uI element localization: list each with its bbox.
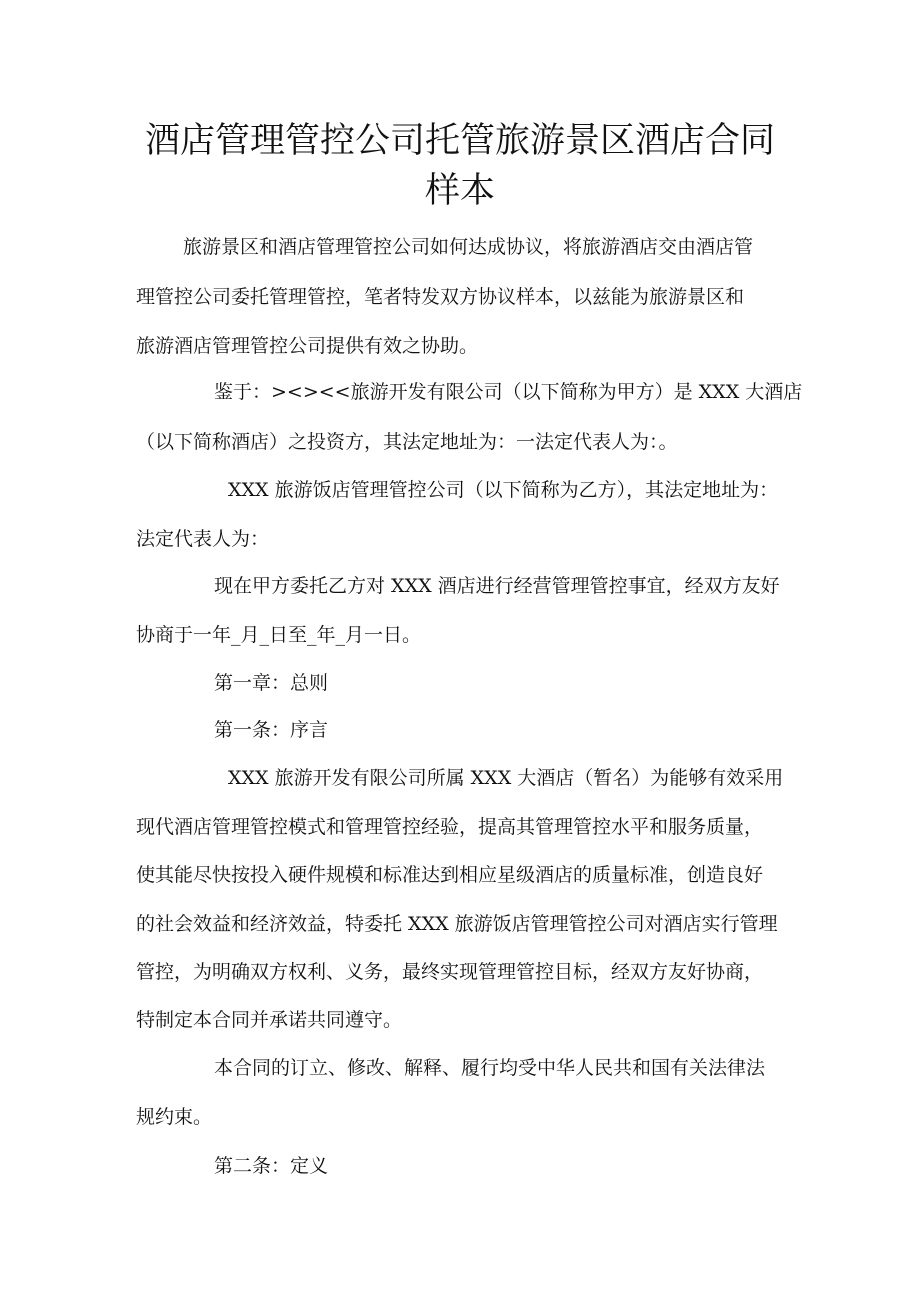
entrust-line-1: 现在甲方委托乙方对 XXX 酒店进行经营管理管控事宜，经双方友好 (214, 575, 780, 597)
party-a-line-1: 鉴于：><><<旅游开发有限公司（以下简称为甲方）是 XXX 大酒店 (214, 381, 803, 403)
preface-line-3: 使其能尽快按投入硬件规模和标准达到相应星级酒店的质量标准，创造良好 (136, 864, 764, 886)
chapter-1-heading: 第一章：总则 (214, 672, 329, 694)
intro-line-3: 旅游酒店管理管控公司提供有效之协助。 (136, 335, 479, 357)
law-line-2: 规约束。 (136, 1106, 213, 1128)
preface-line-4: 的社会效益和经济效益，特委托 XXX 旅游饭店管理管控公司对酒店实行管理 (136, 913, 778, 935)
preface-line-5: 管控，为明确双方权利、义务，最终实现管理管控目标，经双方友好协商， (136, 961, 764, 983)
document-title-line-1: 酒店管理管控公司托管旅游景区酒店合同 (144, 121, 775, 161)
intro-line-2: 理管控公司委托管理管控，笔者特发双方协议样本，以兹能为旅游景区和 (136, 286, 745, 308)
preface-line-2: 现代酒店管理管控模式和管理管控经验，提高其管理管控水平和服务质量， (136, 816, 764, 838)
party-b-line-1: XXX 旅游饭店管理管控公司（以下简称为乙方），其法定地址为： (228, 479, 779, 501)
intro-line-1: 旅游景区和酒店管理管控公司如何达成协议，将旅游酒店交由酒店管 (183, 236, 754, 258)
preface-line-6: 特制定本合同并承诺共同遵守。 (136, 1009, 403, 1031)
preface-line-1: XXX 旅游开发有限公司所属 XXX 大酒店（暂名）为能够有效采用 (228, 767, 784, 789)
document-title-line-2: 样本 (424, 171, 495, 211)
party-a-line-2: （以下简称酒店）之投资方，其法定地址为：一法定代表人为：。 (136, 431, 678, 453)
article-2-heading: 第二条：定义 (214, 1155, 329, 1177)
party-b-line-2: 法定代表人为： (136, 528, 270, 550)
entrust-line-2: 协商于一年_月_日至_年_月一日。 (136, 624, 422, 646)
article-1-heading: 第一条：序言 (214, 719, 329, 741)
law-line-1: 本合同的订立、修改、解释、履行均受中华人民共和国有关法律法 (214, 1057, 766, 1079)
